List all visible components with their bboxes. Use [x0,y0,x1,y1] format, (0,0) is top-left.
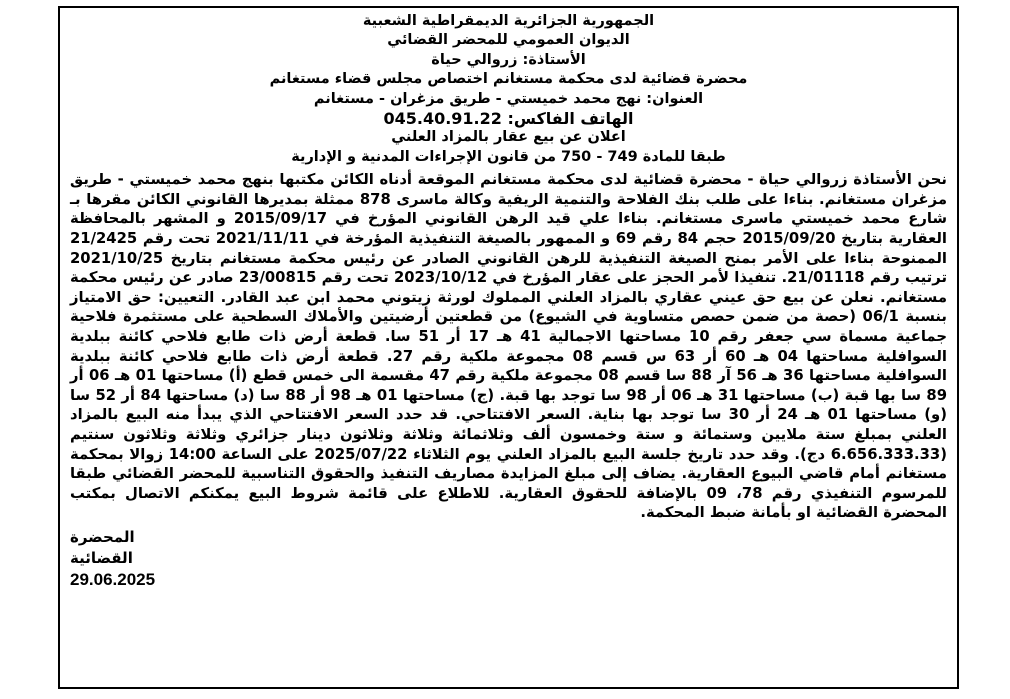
address-line: العنوان: نهج محمد خميستي - طريق مزغران - مستغانم [313,90,704,107]
legal-basis: طبقا للمادة 749 - 750 من قانون الإجراءات المدنية و الإدارية [291,148,726,165]
notice-body: نحن الأستاذة زروالي حياة - محضرة قضائية لدى محكمة مستغانم الموقعة أدناه الكائن مكتبها بنهج محمد خميستي - طريق مزغران مستغانم. بناءا على طلب بنك الفلاحة والتنمية الريفية وكالة ماسرى 878 ممثلة بمديرها القانوني الكائن مقرها بـ شارع محمد خميستي ماسرى مستغانم. بناءا علي قيد الرهن القانوني المؤرخ في 2015/09/17 و المشهر بالمحافظة العقارية بتاريخ 2015/09/20 حجم 84 رقم 69 و الممهور بالصيغة التنفيذية المؤرخة في 2021/11/11 تحت رقم 21/2425 الممنوحة بناءا على الأمر بمنح الصيغة التنفيذية للرهن القانوني الصادر عن رئيس محكمة مستغانم بتاريخ 2021/10/25 ترتيب رقم 21/01118. تنفيذا لأمر الحجز على عقار المؤرخ في 2023/10/12 تحت رقم 23/00815 صادر عن رئيس محكمة مستغانم. نعلن عن بيع حق عيني عقاري بالمزاد العلني المملوك لورثة زيتوني محمد ابن عبد القادر. التعيين: حق الامتياز بنسبة 06/1 (حصة من ضمن حصص متساوية في الشيوع) من قطعتين أرضيتين والأملاك السطحية على مستثمرة فلاحية جماعية مسماة سي جعفر رقم 10 مساحتها الاجمالية 41 هـ 17 أر 51 سا. قطعة أرض ذات طابع فلاحي كائنة ببلدية السوافلية مساحتها 04 هـ 60 أر 63 س قسم 08 مجموعة ملكية رقم 27. قطعة أرض ذات طابع فلاحي كائنة ببلدية السوافلية مساحتها 36 هـ 56 آر 88 سا قسم 08 مجموعة ملكية رقم 47 مقسمة الى خمس قطع (أ) مساحتها 01 هـ 06 أر 89 سا بها قبة (ب) مساحتها 31 هـ 06 أر 98 سا توجد بها قبة. (ج) مساحتها 01 هـ 98 أر 88 سا (د) مساحتها 84 أر 52 سا (و) مساحتها 01 هـ 24 أر 30 سا توجد بها بناية. السعر الافتتاحي. قد حدد السعر الافتتاحي الذي يبدأ منه البيع بالمزاد العلني بمبلغ ستة ملايين وستمائة و ستة وخمسون ألف وثلاثمائة وثلاثة وثلاثون دينار جزائري وثلاثة وثلاثون سنتيم (6.656.333.33 دج). وقد حدد تاريخ جلسة البيع بالمزاد العلني يوم الثلاثاء 2025/07/22 على الساعة 14:00 زوالا بمحكمة مستغانم أمام قاضي البيوع العقارية. يضاف إلى مبلغ المزايدة مصاريف التنفيذ والحقوق التناسبية للمحضر القضائي طبقا للمرسوم التنفيذي رقم 78، 09 بالإضافة للحقوق العقارية. للاطلاع على قائمة شروط البيع يمكنكم الاتصال بمكتب المحضرة القضائية او بأمانة ضبط المحكمة. [70,171,948,522]
signature-title: المحضرة القضائية [70,527,135,567]
office-title: الديوان العمومي للمحضر القضائي [387,32,630,49]
bailiff-name: الأستاذة: زروالي حياة [431,51,586,68]
notice-title: اعلان عن بيع عقار بالمزاد العلني [391,129,626,146]
court-line: محضرة قضائية لدى محكمة مستغانم اختصاص مجلس قضاء مستغانم [269,71,748,88]
legal-notice-box [58,6,959,689]
signature-date: 29.06.2025 [70,569,156,589]
republic-title: الجمهورية الجزائرية الديمقراطية الشعبية [362,13,655,29]
phone-fax-line: الهاتف الفاكس: 045.40.91.22 [383,109,634,129]
signature-block [70,527,947,591]
